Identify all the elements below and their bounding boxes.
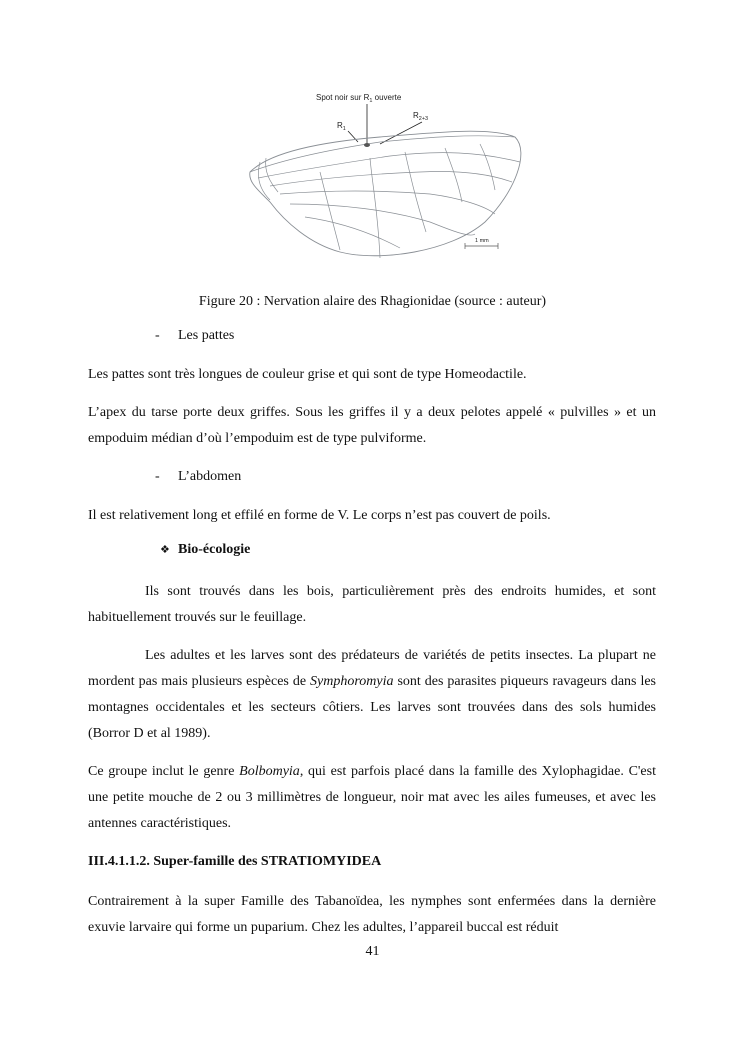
- genus-bolbomyia: Bolbomyia: [239, 764, 300, 779]
- stratiomyidea-paragraph: Contrairement à la super Famille des Tabanoïdea, les nymphes sont enfermées dans la dernière exuvie larvaire qui forme un puparium. Chez les adultes, l’appareil buccal est réduit: [88, 894, 656, 935]
- page-number: 41: [365, 944, 380, 959]
- label-r1: $R_1$: [337, 121, 346, 132]
- bio-paragraph-1: Ils sont trouvés dans les bois, particulièrement près des endroits humides, et sont habituellement trouvés sur le feuillage.: [88, 584, 656, 625]
- abdomen-paragraph: Il est relativement long et effilé en forme de V. Le corps n’est pas couvert de poils.: [88, 508, 551, 523]
- abdomen-heading: L’abdomen: [178, 469, 242, 484]
- bio-heading-row: [160, 542, 250, 558]
- label-r23: $R_{2+3}$: [413, 111, 429, 122]
- bio-paragraph-3: Ce groupe inclut le genre Bolbomyia, qui est parfois placé dans la famille des Xylophagidae. C'est une petite mouche de 2 ou 3 millimètres de longueur, noir mat avec les ailes fumeuses, et avec les antennes caractéristiques.: [88, 764, 656, 831]
- pattes-heading: Les pattes: [178, 328, 235, 343]
- bio-heading: Bio-écologie: [178, 542, 251, 557]
- figure-caption: Figure 20 : Nervation alaire des Rhagionidae (source : auteur): [198, 294, 547, 309]
- callout-spot-label: Spot noir sur $R_1$ ouverte: [316, 93, 402, 104]
- dash-bullet: -: [155, 328, 160, 343]
- wing-figure: [230, 82, 550, 272]
- scale-label: 1 mm: [475, 238, 489, 244]
- stigma-spot: [364, 143, 370, 147]
- stratiomyidea-heading: III.4.1.1.2. Super-famille des STRATIOMYIDEA: [88, 854, 382, 869]
- wing-venation-drawing: [230, 82, 550, 272]
- genus-symphoromyia: Symphoromyia: [310, 674, 394, 689]
- pattes-paragraph-1: Les pattes sont très longues de couleur grise et qui sont de type Homeodactile.: [88, 367, 527, 382]
- callout-line-r23: [380, 122, 422, 144]
- bio-paragraph-2: Les adultes et les larves sont des prédateurs de variétés de petits insectes. La plupart ne mordent pas mais plusieurs espèces de Symphoromyia sont des parasites piqueurs ravageurs dans les montagnes occidentales et les secteurs côtiers. Les larves sont trouvées dans des sols humides (Borror D et al 1989).: [88, 648, 656, 741]
- pattes-paragraph-2: L’apex du tarse porte deux griffes. Sous les griffes il y a deux pelotes appelé « pulvilles » et un empoduim médian d’où l’empoduim est de type pulviforme.: [88, 405, 656, 446]
- dash-bullet: -: [155, 469, 160, 484]
- diamond-bullet-icon: ❖: [160, 544, 170, 556]
